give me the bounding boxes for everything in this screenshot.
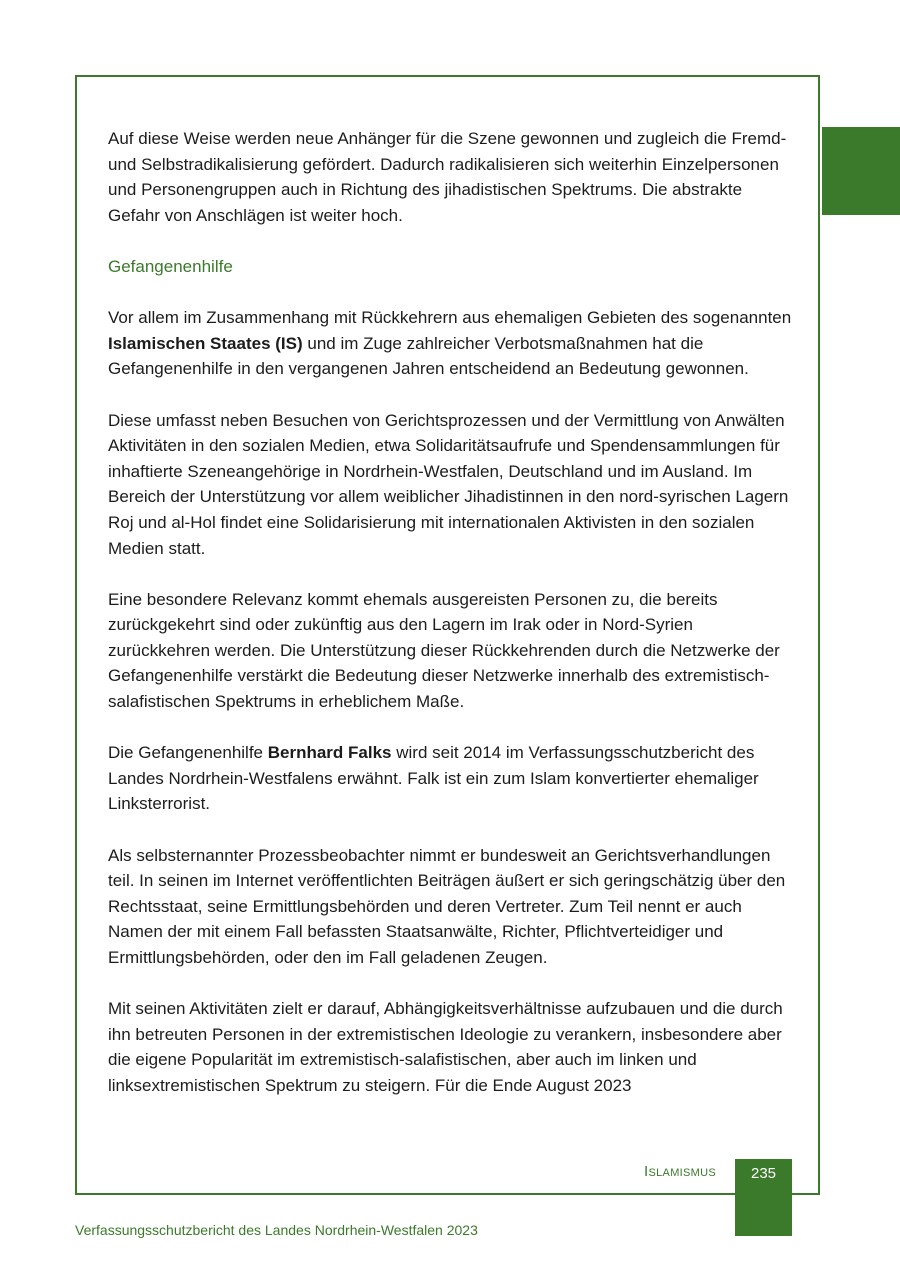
paragraph-5-bold: Bernhard Falks — [267, 743, 392, 763]
paragraph-5-pre: Die Gefangenenhilfe — [108, 743, 268, 763]
paragraph-3: Diese umfasst neben Besuchen von Gerichtsprozessen und der Vermittlung von Anwälten Aktivitäten in den sozialen Medien, etwa Solidaritätsaufrufe und Spendensammlungen für inhaftierte Szeneangehörige in Nordrhein-Westfalen, Deutschland und im Ausland. Im Bereich der Unterstützung vor allem weiblicher Jihadistinnen in den nord-syrischen Lagern Roj und al-Hol findet eine Solidarisierung mit internationalen Aktivisten in den sozialen Medien statt. — [108, 410, 789, 558]
page-number: 235 — [735, 1159, 792, 1236]
paragraph-2 — [108, 305, 798, 382]
paragraph-5 — [108, 740, 798, 817]
paragraph-4: Eine besondere Relevanz kommt ehemals ausgereisten Personen zu, die bereits zurückgekehrt sind oder zukünftig aus den Lagern im Irak oder in Nord-Syrien zurückkehren werden. Die Unterstützung dieser Rückkehrenden durch die Netzwerke der Gefangenenhilfe verstärkt die Bedeutung dieser Netzwerke innerhalb des extremistisch-salafistischen Spektrums in erheblichem Maße. — [108, 589, 780, 712]
side-tab-marker — [822, 127, 900, 215]
footer-title: Verfassungsschutzbericht des Landes Nordrhein-Westfalen 2023 — [75, 1222, 478, 1238]
section-label: Islamismus — [644, 1163, 716, 1180]
body-text — [108, 126, 798, 1124]
paragraph-7: Mit seinen Aktivitäten zielt er darauf, Abhängigkeitsverhältnisse aufzubauen und die durch ihn betreuten Personen in der extremistischen Ideologie zu verankern, insbesondere aber die eigene Popularität im extremistisch-salafistischen, aber auch im linken und linksextremistischen Spektrum zu steigern. Für die Ende August 2023 — [108, 999, 783, 1095]
paragraph-2-post: und im Zuge zahlreicher Verbotsmaßnahmen hat die Gefangenenhilfe in den vergangenen Jahren entscheidend an Bedeutung gewonnen. — [108, 333, 749, 379]
paragraph-2-pre: Vor allem im Zusammenhang mit Rückkehrern aus ehemaligen Gebieten des sogenannten — [108, 308, 792, 328]
paragraph-2-bold: Islamischen Staates (IS) — [108, 333, 303, 353]
paragraph-6: Als selbsternannter Prozessbeobachter nimmt er bundesweit an Gerichtsverhandlungen teil. In seinen im Internet veröffentlichten Beiträgen äußert er sich geringschätzig über den Rechtsstaat, seine Ermittlungsbehörden und deren Vertreter. Zum Teil nennt er auch Namen der mit einem Fall befassten Staatsanwälte, Richter, Pflichtverteidiger und Ermittlungsbehörden, oder den im Fall geladenen Zeugen. — [108, 845, 786, 967]
paragraph-5-post: wird seit 2014 im Verfassungsschutzbericht des Landes Nordrhein-Westfalens erwähnt. Falk ist ein zum Islam konvertierter ehemaliger Linksterrorist. — [108, 743, 759, 814]
paragraph-1: Auf diese Weise werden neue Anhänger für die Szene gewonnen und zugleich die Fremd- und Selbstradikalisierung gefördert. Dadurch radikalisieren sich weiterhin Einzelpersonen und Personengruppen auch in Richtung des jihadistischen Spektrums. Die abstrakte Gefahr von Anschlägen ist weiter hoch. — [108, 129, 787, 225]
section-heading: Gefangenenhilfe — [108, 256, 233, 276]
